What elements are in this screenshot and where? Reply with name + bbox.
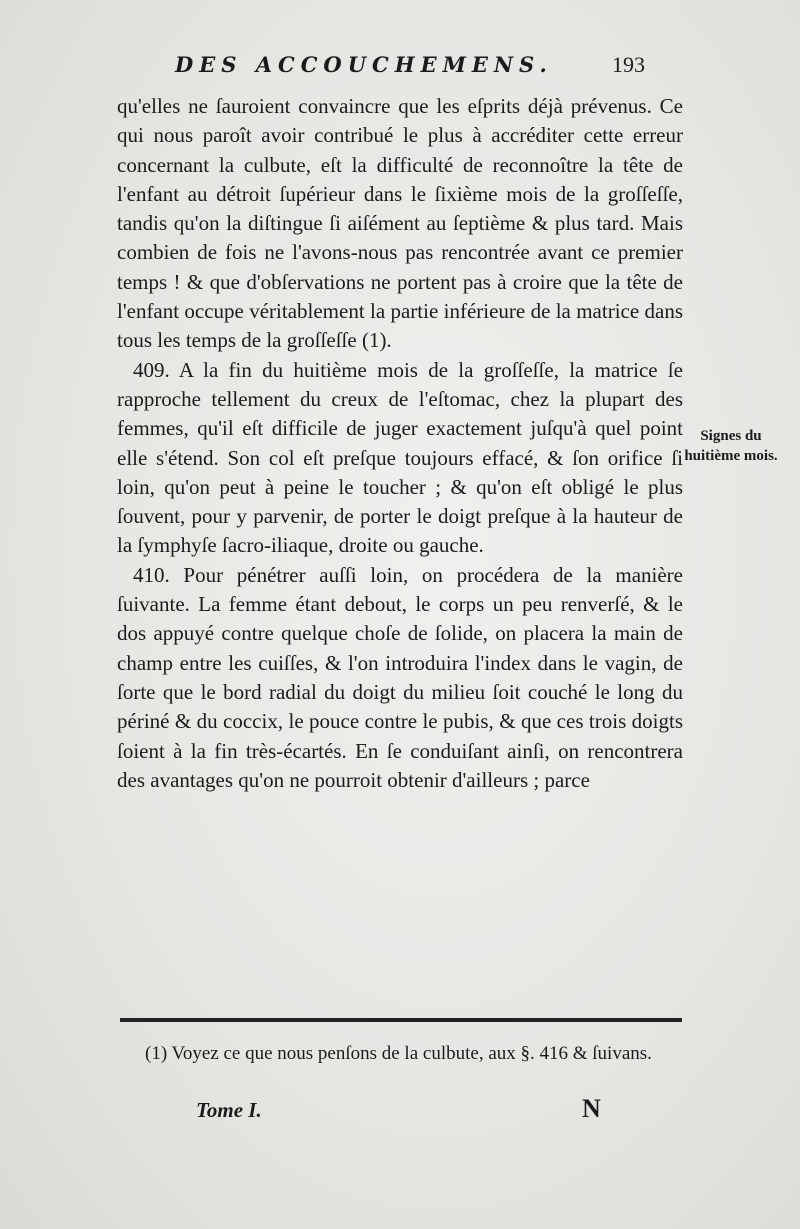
paragraph-410: 410. Pour pénétrer auſſi loin, on procédera de la manière ſuivante. La femme étant debout, le corps un peu renverſé, & le dos appuyé contre quelque choſe de ſolide, on placera la main de champ entre les cuiſſes, & l'on introduira l'index dans le vagin, de ſorte que le bord radial du doigt du milieu ſoit couché le long du périné & du coccix, le pouce contre le pubis, & que ces trois doigts ſoient à la fin très-écartés. En ſe conduiſant ainſi, on rencontrera des avantages qu'on ne pourroit obtenir d'ailleurs ; parce [117,562,683,792]
volume-signature: Tome I. [196,1098,262,1122]
signature-letter: N [582,1094,601,1123]
page-number: 193 [612,52,645,77]
running-title: DES ACCOUCHEMENS. [175,52,553,77]
footnote [117,1040,683,1067]
footnote-text: (1) Voyez ce que nous penſons de la culbute, aux §. 416 & ſuivans. [145,1043,652,1064]
footnote-rule [120,1018,682,1022]
margin-note: Signes du huitième mois. [684,428,778,464]
main-text [117,92,683,795]
paragraph-continued: qu'elles ne ſauroient convaincre que les eſprits déjà prévenus. Ce qui nous paroît avoir contribué le plus à accréditer cette erreur concernant la culbute, eſt la difficulté de reconnoître la tête de l'enfant au détroit ſupérieur dans le ſixième mois de la groſſeſſe, tandis qu'on la diſtingue ſi aiſément au ſeptième & plus tard. Mais combien de fois ne l'avons-nous pas rencontrée avant ce premier temps ! & que d'obſervations ne portent pas à croire que la tête de l'enfant occupe véritablement la partie inférieure de la matrice dans tous les temps de la groſſeſſe (1). [117,94,683,353]
paragraph-409: 409. A la fin du huitième mois de la groſſeſſe, la matrice ſe rapproche tellement du creux de l'eſtomac, chez la plupart des femmes, qu'il eſt difficile de juger exactement juſqu'à quel point elle s'étend. Son col eſt preſque toujours effacé, & ſon orifice ſi loin, qu'on peut à peine le toucher ; & qu'on eſt obligé le plus ſouvent, pour y parvenir, de porter le doigt preſque à la hauteur de la ſymphyſe ſacro-iliaque, droite ou gauche. [117,357,683,558]
